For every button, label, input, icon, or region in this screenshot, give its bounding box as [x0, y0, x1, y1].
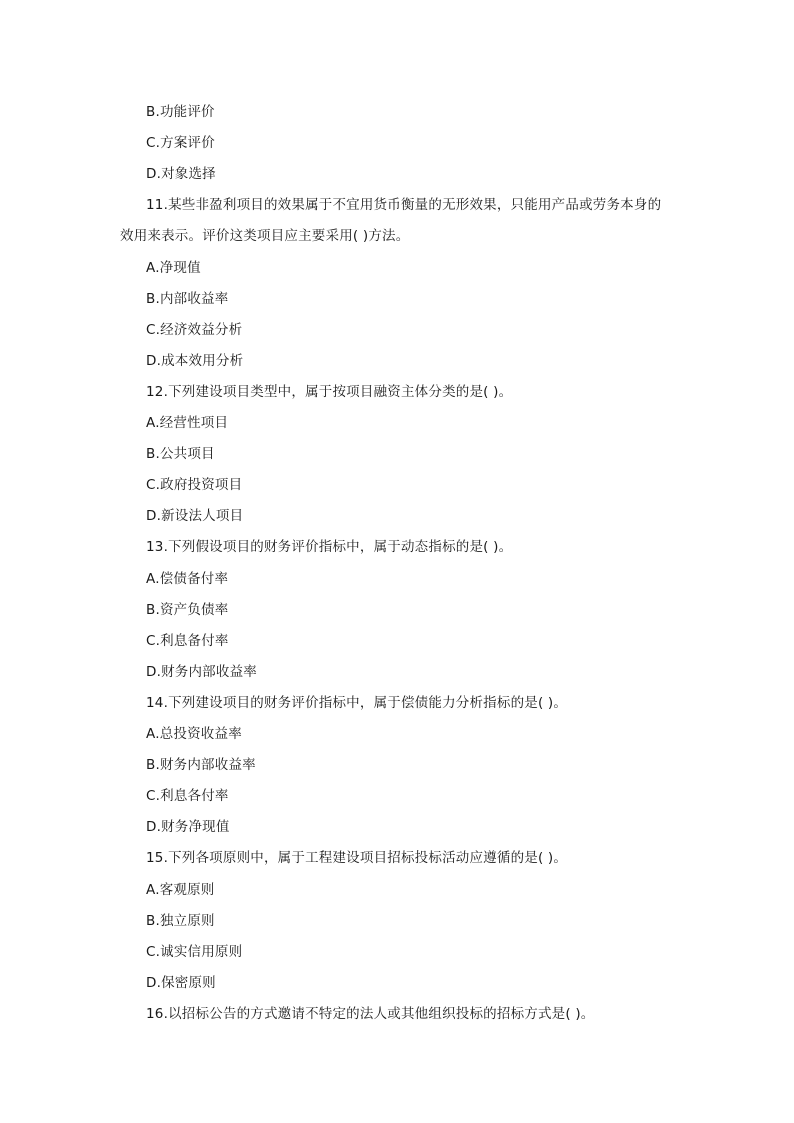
answer-option: C.诚实信用原则	[146, 943, 243, 960]
answer-option: B.财务内部收益率	[146, 757, 256, 774]
answer-option: B.独立原则	[146, 912, 215, 929]
answer-option: C.经济效益分析	[146, 321, 243, 338]
question-text: 16.以招标公告的方式邀请不特定的法人或其他组织投标的招标方式是( )。	[146, 1005, 595, 1022]
question-text: 12.下列建设项目类型中，属于按项目融资主体分类的是( )。	[146, 383, 513, 400]
answer-option: C.利息各付率	[146, 788, 229, 805]
answer-option: C.方案评价	[146, 135, 215, 152]
question-text: 14.下列建设项目的财务评价指标中，属于偿债能力分析指标的是( )。	[146, 694, 568, 711]
answer-option: A.总投资收益率	[146, 726, 242, 742]
answer-option: D.成本效用分析	[146, 352, 244, 369]
question-text-continued: 效用来表示。评价这类项目应主要采用( )方法。	[120, 228, 410, 245]
answer-option: D.对象选择	[146, 166, 216, 183]
answer-option: D.新设法人项目	[146, 508, 244, 525]
answer-option: D.财务内部收益率	[146, 663, 257, 680]
answer-option: B.内部收益率	[146, 290, 229, 307]
answer-option: A.偿债备付率	[146, 570, 229, 587]
answer-option: A.净现值	[146, 259, 201, 276]
answer-option: A.客观原则	[146, 881, 215, 898]
answer-option: B.资产负债率	[146, 601, 229, 618]
answer-option: B.公共项目	[146, 446, 215, 463]
answer-option: B.功能评价	[146, 104, 215, 120]
answer-option: C.利息备付率	[146, 632, 229, 649]
answer-option: A.经营性项目	[146, 415, 229, 431]
answer-option: D.财务净现值	[146, 819, 230, 836]
question-text: 11.某些非盈利项目的效果属于不宜用货币衡量的无形效果，只能用产品或劳务本身的	[146, 197, 662, 214]
answer-option: C.政府投资项目	[146, 477, 243, 494]
answer-option: D.保密原则	[146, 974, 216, 991]
question-text: 15.下列各项原则中，属于工程建设项目招标投标活动应遵循的是( )。	[146, 850, 568, 867]
question-text: 13.下列假设项目的财务评价指标中，属于动态指标的是( )。	[146, 539, 513, 556]
